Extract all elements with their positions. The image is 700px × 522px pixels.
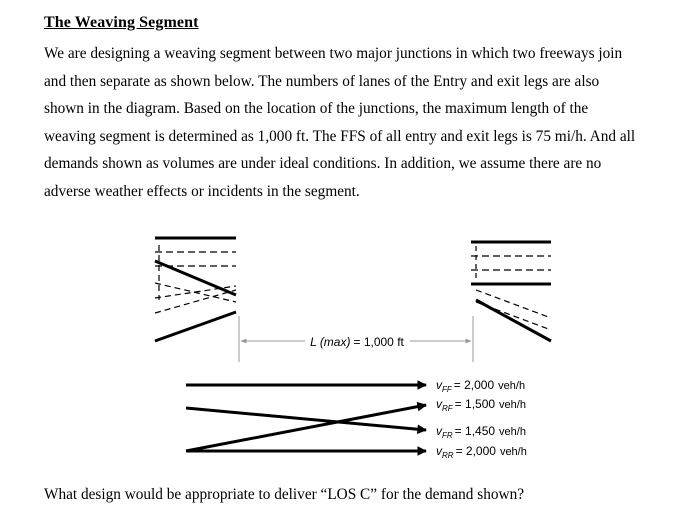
paragraph-line: adverse weather effects or incidents in the segment. <box>44 182 360 200</box>
entry-junction <box>155 238 236 341</box>
paragraph-line: and then separate as shown below. The numbers of lanes of the Entry and exit legs are also <box>44 72 600 90</box>
paragraph-line: We are designing a weaving segment between two major junctions in which two freeways join <box>44 45 623 62</box>
section-title: The Weaving Segment <box>44 14 199 31</box>
flow-lines <box>186 385 426 451</box>
entry-ramp-edge-bottom <box>155 312 236 341</box>
flow-label-ff: $v_{FF} = 2,000$ veh/h <box>436 378 526 394</box>
paragraph-line: demands shown as volumes are under ideal conditions. In addition, we assume there are no <box>44 155 602 173</box>
entry-ramp-lane-line <box>155 290 236 313</box>
exit-ramp-lane-line <box>476 290 551 318</box>
paragraph-line: shown in the diagram. Based on the location of the junctions, the maximum length of the <box>44 100 589 118</box>
length-label: L (max) = 1,000 ft <box>310 335 404 349</box>
paragraph-line: weaving segment is determined as 1,000 ft. The FFS of all entry and exit legs is 75 mi/h. And all <box>44 127 636 145</box>
entry-ramp-lane-line <box>155 286 236 298</box>
question-text: What design would be appropriate to deliver “LOS C” for the demand shown? <box>44 486 525 503</box>
flow-label-fr: $v_{FR} = 1,450$ veh/h <box>436 424 526 440</box>
length-dimension <box>239 316 473 362</box>
exit-ramp-edge-bottom <box>476 300 551 341</box>
flow-label-rr: $v_{RR} = 2,000$ veh/h <box>436 444 527 460</box>
exit-junction <box>471 242 551 341</box>
flow-label-rf: $v_{RF} = 1,500$ veh/h <box>436 397 526 413</box>
flow-labels <box>436 378 527 460</box>
